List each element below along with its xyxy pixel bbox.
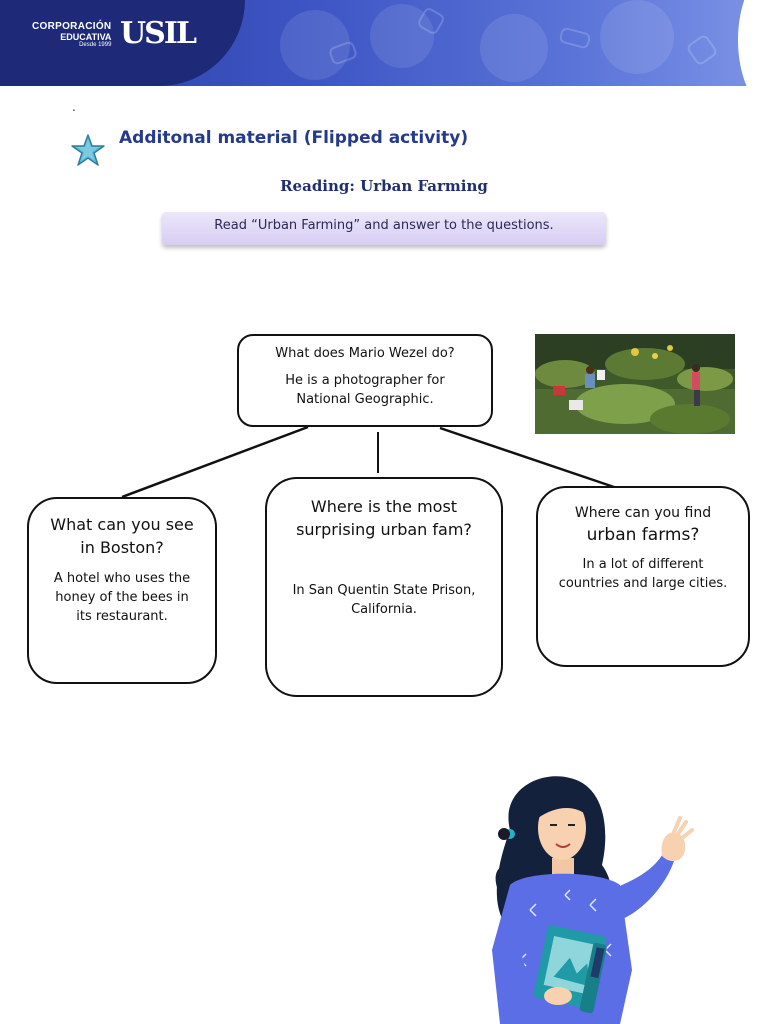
section-title: Additonal material (Flipped activity): [119, 128, 469, 148]
banner-deco-shape: [558, 26, 591, 49]
logo-line-2: EDUCATIVA: [60, 31, 112, 42]
question-text-small: Where can you find: [574, 505, 712, 521]
answer-text: In a lot of different countries and large cities.: [558, 557, 728, 591]
question-box-left: [27, 497, 217, 684]
question-box-right: [536, 486, 750, 667]
header-banner: [0, 0, 768, 86]
question-text: What can you see in Boston?: [50, 515, 194, 557]
usil-logo: USIL: [120, 16, 195, 51]
question-text-big: urban farms?: [586, 525, 700, 545]
banner-photo-figure: [600, 0, 674, 74]
banner-deco-shape: [685, 33, 718, 66]
question-box-middle: [265, 477, 503, 697]
answer-text: In San Quentin State Prison, California.: [292, 583, 476, 617]
star-icon: [70, 134, 106, 168]
question-text: Where is the most surprising urban fam?: [296, 497, 472, 539]
logo-line-3: Desde 1999: [79, 41, 112, 48]
reading-title: Reading: Urban Farming: [280, 177, 488, 195]
teacher-illustration: [470, 770, 700, 1024]
logo-wordmark: [32, 22, 111, 48]
banner-photo-figure: [480, 14, 548, 82]
answer-text: He is a photographer for National Geographic.: [285, 373, 445, 407]
banner-curve: [738, 0, 768, 86]
question-box-top: [237, 334, 493, 427]
answer-text: A hotel who uses the honey of the bees in its restaurant.: [53, 571, 191, 624]
question-text: What does Mario Wezel do?: [275, 346, 455, 361]
urban-farm-photo: [535, 334, 735, 434]
instruction-banner: Read “Urban Farming” and answer to the questions.: [162, 212, 606, 245]
logo-line-1: CORPORACIÓN: [32, 21, 112, 32]
question-text: [538, 502, 748, 547]
stray-dot: .: [72, 100, 76, 114]
